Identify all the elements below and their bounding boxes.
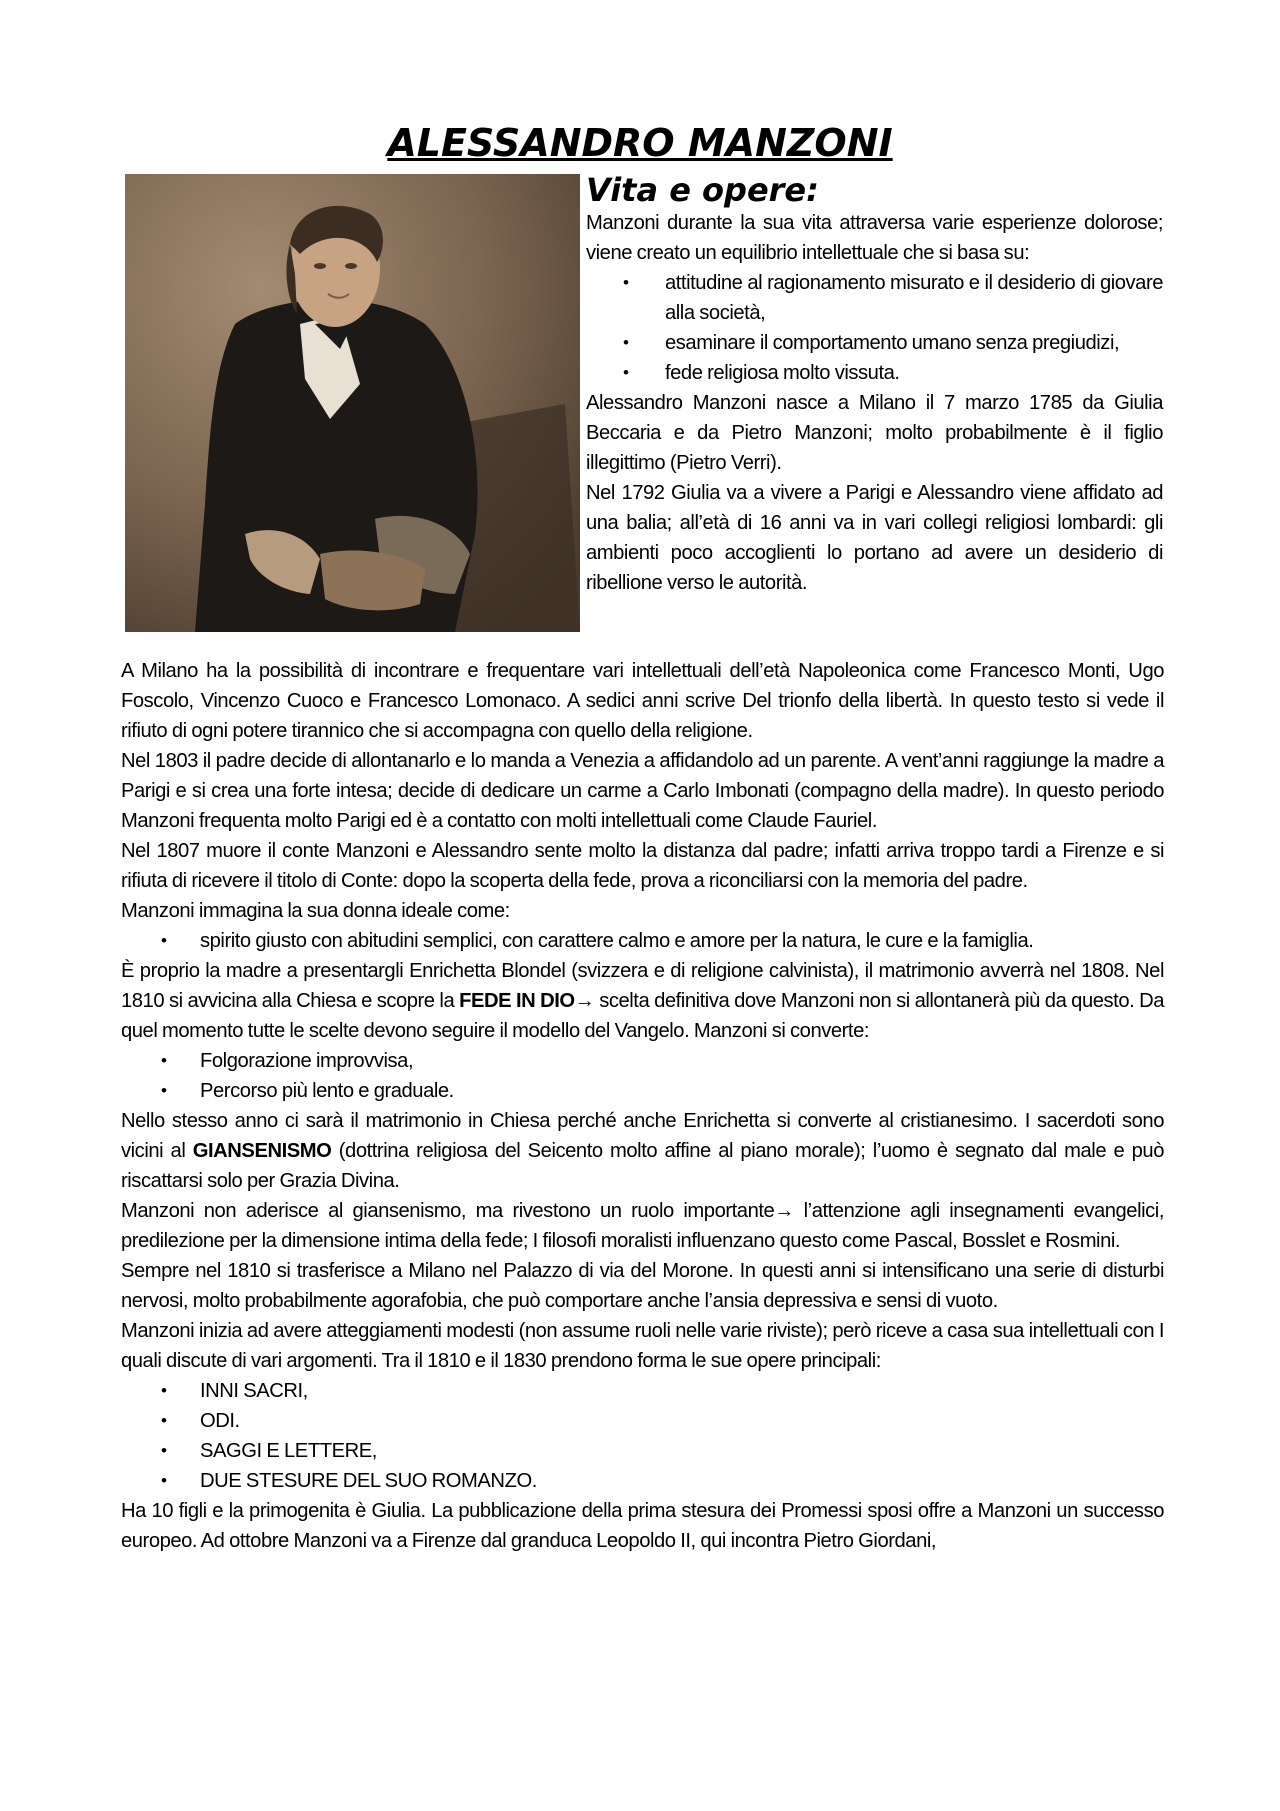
body-column [121,656,1164,1556]
portrait-illustration [125,174,580,632]
bullet-icon: • [623,333,629,352]
text-run: Nello stesso anno ci sarà il matrimonio in Chiesa perché anche Enrichetta si converte al cristianesimo. I sacerdoti sono vicini al [121,1110,1164,1162]
bullet-icon: • [161,1411,167,1430]
list-item-text: DUE STESURE DEL SUO ROMANZO. [200,1470,537,1492]
list-item [121,1076,1164,1106]
list-item-text: Percorso più lento e graduale. [200,1080,454,1102]
list-item [586,328,1163,358]
bullet-icon: • [161,1471,167,1490]
list-item [586,358,1163,388]
list-item-text: spirito giusto con abitudini semplici, con carattere calmo e amore per la natura, le cure e la famiglia. [200,930,1034,952]
intro-column [586,208,1163,598]
list-item-text: SAGGI E LETTERE, [200,1440,377,1462]
bold-term: FEDE IN DIO [459,990,575,1012]
bullet-icon: • [161,1441,167,1460]
list-item-text: ODI. [200,1410,240,1432]
list-item [121,1466,1164,1496]
paragraph-milano: A Milano ha la possibilità di incontrare e frequentare vari intellettuali dell’età Napoleonica come Francesco Monti, Ugo Foscolo, Vincenzo Cuoco e Francesco Lomonaco. A sedici anni scrive Del trionfo della libertà. In questo testo si vede il rifiuto di ogni potere tirannico che si accompagna con quello della religione. [121,660,1164,742]
paragraph-figli: Ha 10 figli e la primogenita è Giulia. La pubblicazione della prima stesura dei Promessi sposi offre a Manzoni un successo europeo. Ad ottobre Manzoni va a Firenze dal granduca Leopoldo II, qui incontra Pietro Giordani, [121,1500,1164,1552]
section-subtitle: Vita e opere: [586,171,819,209]
bullet-icon: • [623,273,629,292]
paragraph-chiesa [121,1106,1164,1196]
list-item-text: fede religiosa molto vissuta. [665,362,900,384]
bullet-icon: • [161,1381,167,1400]
text-run: → scelta definitiva dove Manzoni non si allontanerà più da questo. Da quel momento tutte le scelte devono seguire il modello del Vangelo. Manzoni si converte: [121,990,1164,1042]
bullet-icon: • [623,363,629,382]
list-item [121,1436,1164,1466]
portrait-image [125,174,580,632]
list-item-text: esaminare il comportamento umano senza pregiudizi, [665,332,1120,354]
paragraph-giansenismo: Manzoni non aderisce al giansenismo, ma rivestono un ruolo importante→ l’attenzione agli insegnamenti evangelici, predilezione per la dimensione intima della fede; I filosofi moralisti influenzano questo come Pascal, Bosslet e Rosmini. [121,1200,1164,1252]
bullet-icon: • [161,931,167,950]
text-run: (dottrina religiosa del Seicento molto affine al piano morale); l’uomo è segnato dal male e può riscattarsi solo per Grazia Divina. [121,1140,1164,1192]
list-item-text: attitudine al ragionamento misurato e il desiderio di giovare alla società, [665,272,1163,324]
bullet-icon: • [161,1051,167,1070]
list-item-text: INNI SACRI, [200,1380,308,1402]
list-item-text: Folgorazione improvvisa, [200,1050,414,1072]
list-item [121,1406,1164,1436]
paragraph-1807: Nel 1807 muore il conte Manzoni e Alessandro sente molto la distanza dal padre; infatti arriva troppo tardi a Firenze e si rifiuta di ricevere il titolo di Conte: dopo la scoperta della fede, prova a riconciliarsi con la memoria del padre. [121,840,1164,892]
bold-term: GIANSENISMO [192,1140,332,1162]
paragraph-madre [121,956,1164,1046]
intro-paragraph: Manzoni durante la sua vita attraversa varie esperienze dolorose; viene creato un equilibrio intellettuale che si basa su: [586,212,1163,264]
paragraph-modesti: Manzoni inizia ad avere atteggiamenti modesti (non assume ruoli nelle varie riviste); però riceve a casa sua intellettuali con I quali discute di vari argomenti. Tra il 1810 e il 1830 prendono forma le sue opere principali: [121,1320,1164,1372]
paragraph-1792: Nel 1792 Giulia va a vivere a Parigi e Alessandro viene affidato ad una balia; all’età di 16 anni va in vari collegi religiosi lombardi: gli ambienti poco accoglienti lo portano ad avere un desiderio di ribellione verso le autorità. [586,482,1163,594]
paragraph-donna-ideale: Manzoni immagina la sua donna ideale come: [121,900,510,922]
text-run: È proprio la madre a presentargli Enrichetta Blondel (svizzera e di religione calvinista), il matrimonio avverrà nel 1808. Nel 1810 si avvicina alla Chiesa e scopre la [121,960,1164,1012]
paragraph-1810: Sempre nel 1810 si trasferisce a Milano nel Palazzo di via del Morone. In questi anni si intensificano una serie di disturbi nervosi, molto probabilmente agorafobia, che può comportare anche l’ansia depressiva e sensi di vuoto. [121,1260,1164,1312]
list-item [121,1376,1164,1406]
bullet-icon: • [161,1081,167,1100]
list-item [121,926,1164,956]
birth-paragraph: Alessandro Manzoni nasce a Milano il 7 marzo 1785 da Giulia Beccaria e da Pietro Manzoni; molto probabilmente è il figlio illegittimo (Pietro Verri). [586,392,1163,474]
paragraph-1803: Nel 1803 il padre decide di allontanarlo e lo manda a Venezia a affidandolo ad un parente. A vent’anni raggiunge la madre a Parigi e si crea una forte intesa; decide di dedicare un carme a Carlo Imbonati (compagno della madre). In questo periodo Manzoni frequenta molto Parigi ed è a contatto con molti intellettuali come Claude Fauriel. [121,750,1164,832]
list-item [121,1046,1164,1076]
list-item [586,268,1163,328]
document-title: ALESSANDRO MANZONI [387,121,893,165]
